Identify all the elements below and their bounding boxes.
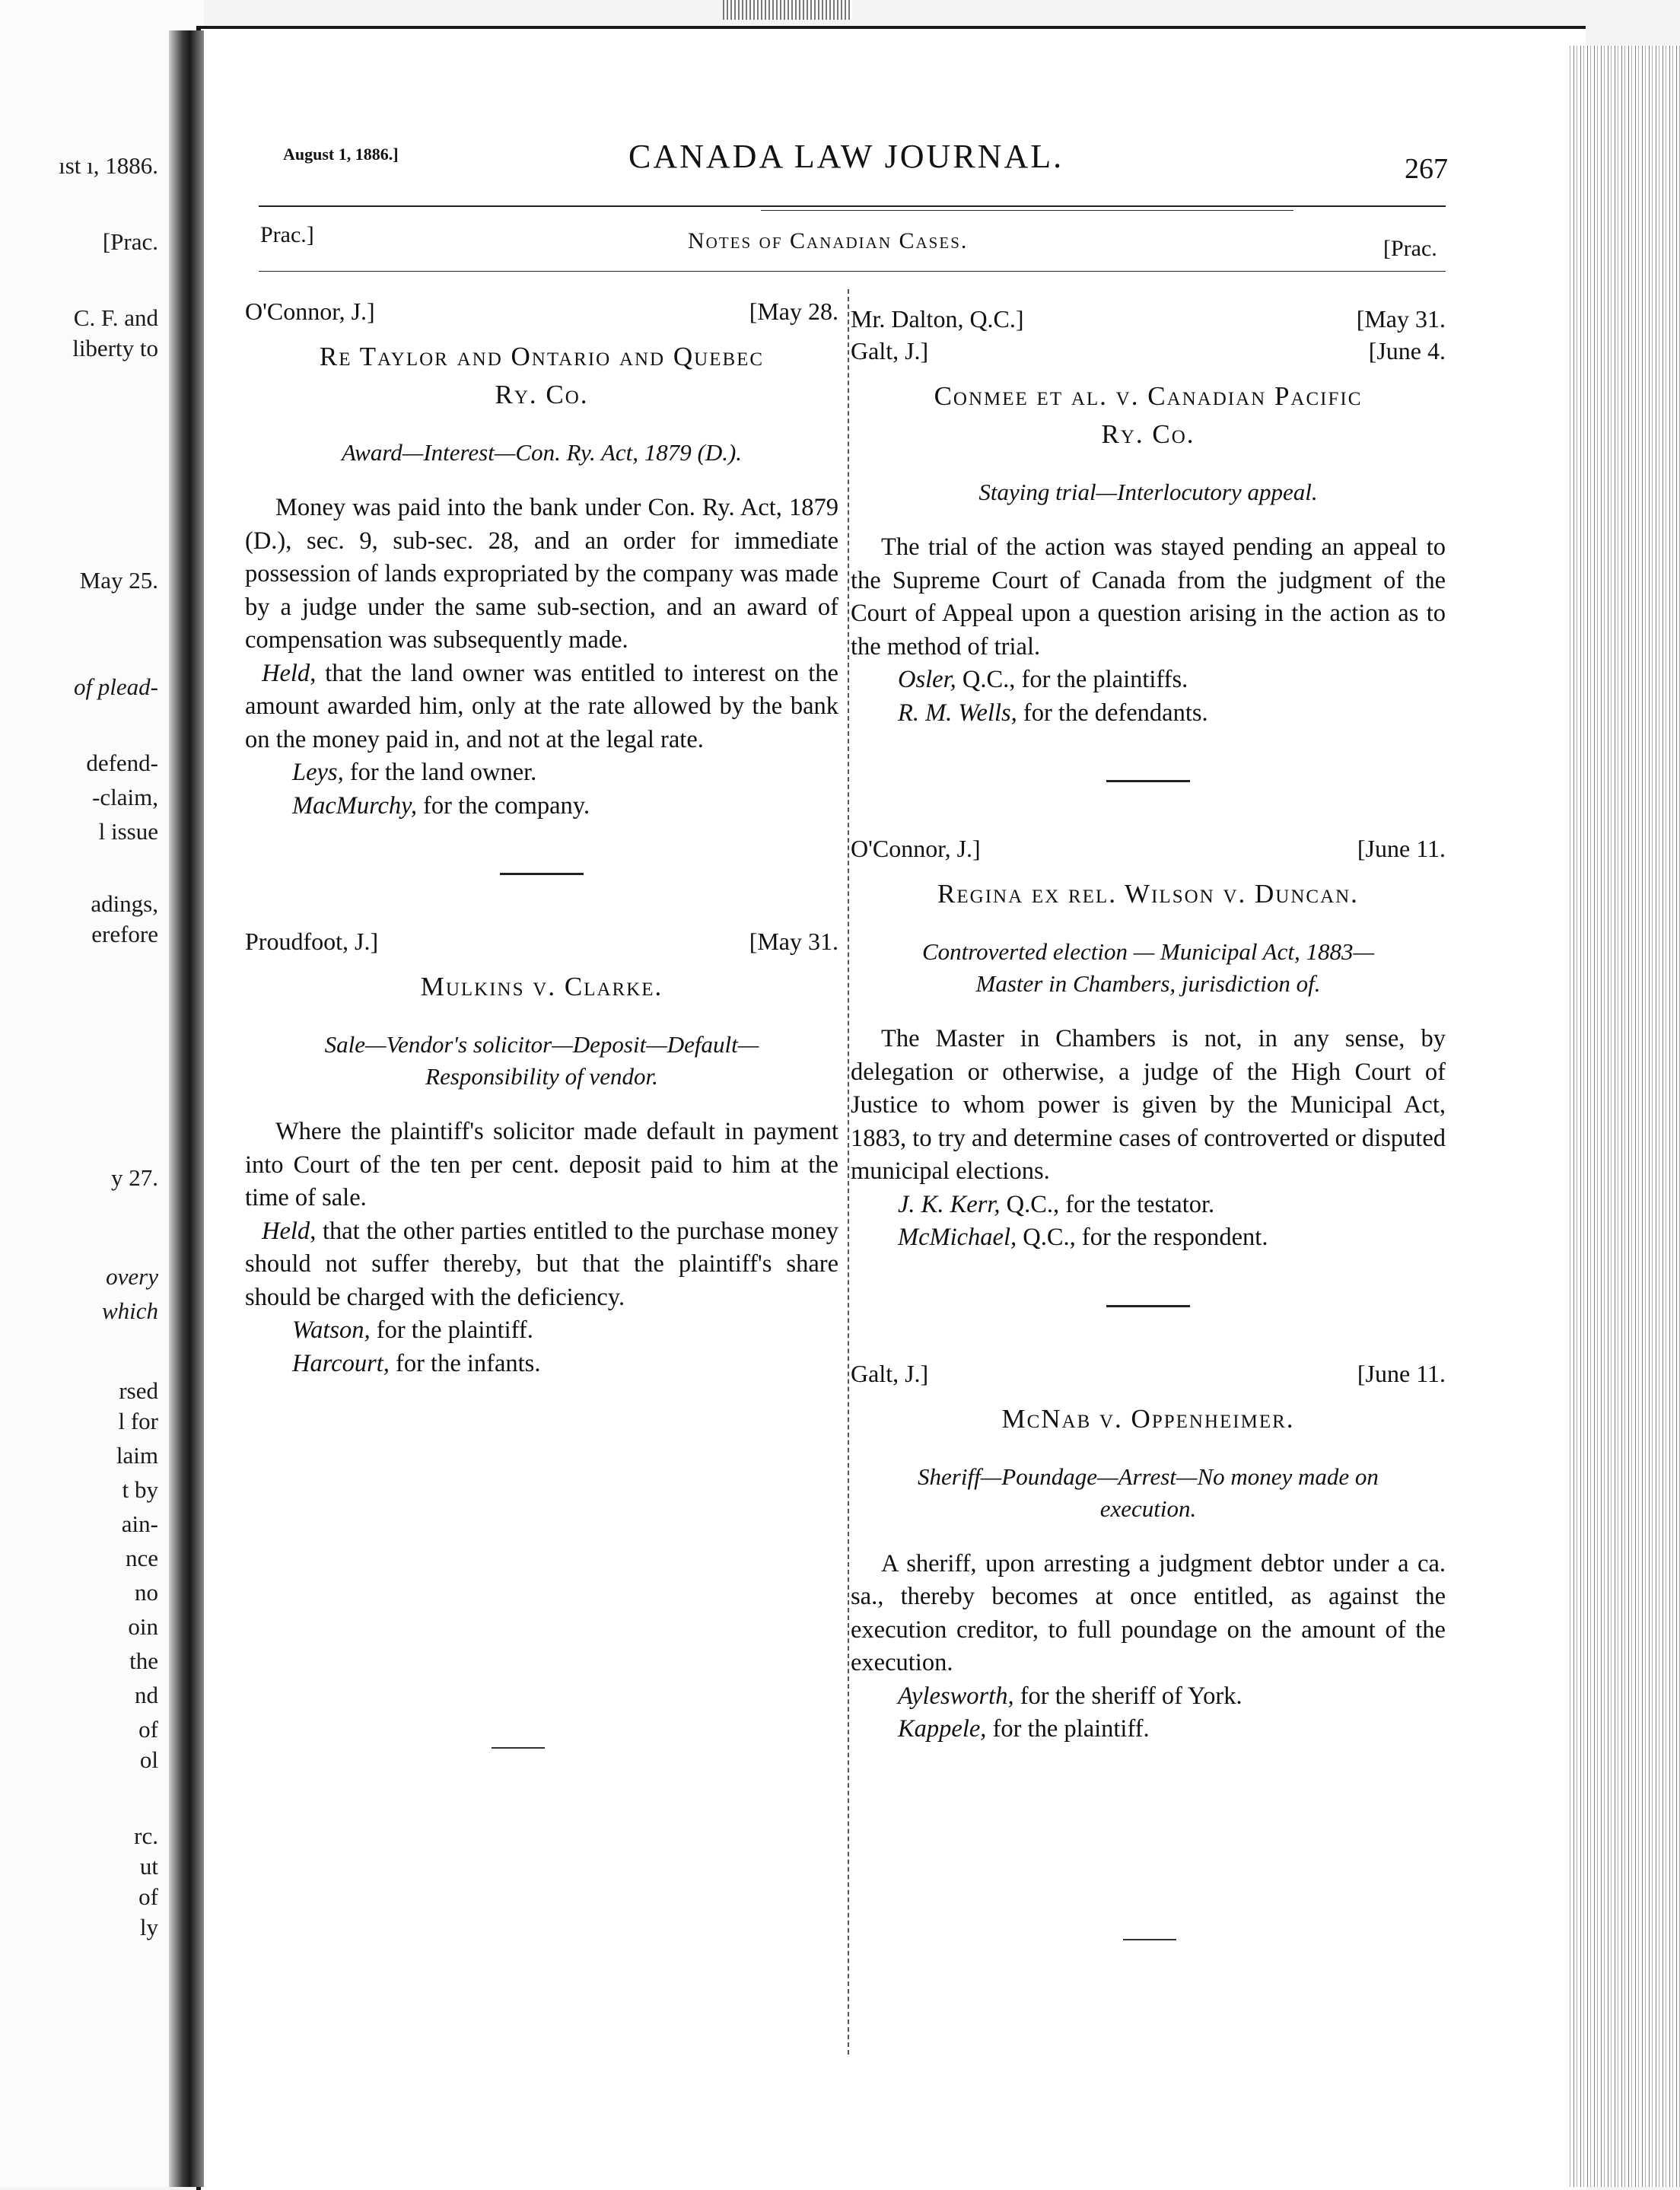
- counsel-line: [851, 1189, 1446, 1222]
- case-topic: [851, 476, 1446, 508]
- judge-line: [851, 335, 1446, 367]
- judge-line: [851, 1358, 1446, 1389]
- decision-date: [May 31.: [749, 928, 838, 955]
- previous-page-line: ly: [139, 1914, 158, 1940]
- case-title: [851, 377, 1446, 454]
- section-title: Notes of Canadian Cases.: [688, 228, 969, 253]
- previous-page-line: of plead-: [73, 673, 158, 700]
- case-paragraph: Held, that the land owner was entitled to interest on the amount awarded him, only at the rate allowed by the bank on the money paid in, and not at the legal rate.: [245, 659, 838, 753]
- case-paragraph: The Master in Chambers is not, in any sense, by delegation or otherwise, a judge of the High Court of Justice to whom power is given by the Municipal Act, 1883, to try and determine cases of controverted or disputed municipal elections.: [851, 1025, 1446, 1185]
- left-column: [245, 295, 838, 1380]
- scan-mark: [723, 0, 852, 20]
- counsel-line: [851, 697, 1446, 731]
- case-title-line: Mulkins v. Clarke.: [420, 972, 663, 1001]
- decision-date: [June 11.: [1357, 1359, 1446, 1387]
- case-body: [245, 1116, 838, 1380]
- page-edge-texture: [1567, 46, 1680, 2187]
- previous-page-line: laim: [116, 1442, 158, 1469]
- right-column: [851, 303, 1446, 1746]
- case-title: [245, 968, 838, 1006]
- judge-name: Galt, J.]: [851, 1359, 929, 1387]
- counsel-for: Q.C., for the testator.: [1000, 1190, 1215, 1218]
- previous-page-line: adings,: [91, 890, 158, 917]
- case-body: [851, 531, 1446, 730]
- counsel-for: for the land owner.: [343, 759, 537, 786]
- topic-line: Sheriff—Poundage—Arrest—No money made on: [918, 1463, 1379, 1490]
- judge-name: Proudfoot, J.]: [245, 928, 379, 955]
- judge-line: [851, 832, 1446, 864]
- journal-title: CANADA LAW JOURNAL.: [628, 138, 1064, 175]
- counsel-name: Watson,: [292, 1316, 371, 1344]
- counsel-line: [851, 1713, 1446, 1746]
- case-body: [851, 1023, 1446, 1255]
- counsel-line: [245, 790, 838, 823]
- case-separator: [1106, 780, 1190, 782]
- counsel-line: [851, 1680, 1446, 1714]
- case-title-line: Regina ex rel. Wilson v. Duncan.: [937, 879, 1359, 909]
- counsel-for: Q.C., for the plaintiffs.: [956, 666, 1188, 693]
- case-note: [245, 925, 838, 1380]
- counsel-line: [851, 664, 1446, 697]
- end-dash-left: [492, 1747, 545, 1749]
- section-left: Prac.]: [260, 222, 314, 247]
- previous-page-line: l for: [118, 1408, 158, 1434]
- page-number: 267: [1405, 153, 1448, 185]
- topic-line: Controverted election — Municipal Act, 1883—: [921, 938, 1375, 965]
- case-note: [851, 303, 1446, 730]
- decision-date: [June 4.: [1368, 337, 1446, 364]
- judge-line: [245, 925, 838, 957]
- previous-page-line: ain-: [121, 1510, 158, 1537]
- previous-page-line: nd: [135, 1682, 158, 1708]
- section-rule: [259, 271, 1446, 272]
- held-label: Held: [262, 1217, 310, 1245]
- judge-name: Mr. Dalton, Q.C.]: [851, 305, 1024, 333]
- decision-date: [June 11.: [1357, 835, 1446, 862]
- previous-page-line: C. F. and: [73, 304, 158, 331]
- counsel-for: for the company.: [416, 791, 590, 820]
- case-title-line: Conmee et al. v. Canadian Pacific: [934, 381, 1363, 411]
- case-paragraph: Held, that the other parties entitled to the purchase money should not suffer thereby, but that the plaintiff's share should be charged with the deficiency.: [245, 1217, 838, 1311]
- case-body: [245, 492, 838, 823]
- previous-page-line: rsed: [119, 1377, 158, 1404]
- counsel-name: Aylesworth,: [898, 1682, 1014, 1710]
- topic-line: Sale—Vendor's solicitor—Deposit—Default—: [324, 1031, 759, 1058]
- counsel-name: Harcourt,: [292, 1349, 390, 1377]
- case-paragraph: Where the plaintiff's solicitor made default in payment into Court of the ten per cent. deposit paid to him at the time of sale.: [245, 1118, 838, 1211]
- counsel-for: for the infants.: [389, 1349, 541, 1377]
- counsel-name: Leys,: [292, 759, 344, 786]
- topic-line: Master in Chambers, jurisdiction of.: [975, 970, 1321, 997]
- previous-page-line: defend-: [86, 750, 158, 776]
- counsel-name: R. M. Wells,: [898, 699, 1017, 727]
- counsel-for: for the plaintiff.: [370, 1316, 533, 1344]
- previous-page-line: erefore: [91, 921, 158, 947]
- previous-page-line: the: [129, 1647, 158, 1674]
- topic-line: execution.: [1099, 1494, 1197, 1522]
- previous-page-line: y 27.: [111, 1164, 158, 1191]
- case-paragraph: A sheriff, upon arresting a judgment debtor under a ca. sa., thereby becomes at once entitled, as against the execution creditor, to full poundage on the amount of the execution.: [851, 1549, 1446, 1676]
- decision-date: [May 28.: [749, 298, 838, 325]
- previous-page-line: rc.: [134, 1822, 158, 1849]
- counsel-line: [245, 1314, 838, 1348]
- previous-page-line: oin: [128, 1613, 158, 1640]
- counsel-for: for the sheriff of York.: [1013, 1682, 1242, 1710]
- previous-page-line: ol: [139, 1746, 158, 1773]
- book-spine: [169, 30, 204, 2187]
- judge-name: O'Connor, J.]: [851, 835, 981, 862]
- previous-page-line: t by: [122, 1476, 158, 1503]
- previous-page-line: overy: [106, 1263, 158, 1290]
- case-title-line: Ry. Co.: [1101, 419, 1195, 449]
- header-date: August 1, 1886.]: [283, 145, 399, 164]
- counsel-name: Osler,: [898, 666, 956, 693]
- case-topic: [851, 936, 1446, 1000]
- column-divider: [848, 289, 849, 2055]
- previous-page-line: of: [138, 1883, 158, 1910]
- previous-page-line: [Prac.: [102, 228, 158, 255]
- case-topic: [245, 1029, 838, 1093]
- case-body: [851, 1548, 1446, 1746]
- judge-line: [245, 295, 838, 327]
- previous-page-line: l issue: [98, 818, 158, 845]
- previous-page-line: ut: [139, 1853, 158, 1880]
- case-paragraph: Money was paid into the bank under Con. Ry. Act, 1879 (D.), sec. 9, sub-sec. 28, and an order for immediate possession of lands expropriated by the company was made by a judge under the same sub-section, and an award of compensation was subsequently made.: [245, 494, 838, 654]
- topic-line: Award—Interest—Con. Ry. Act, 1879 (D.).: [341, 439, 743, 466]
- counsel-line: [245, 756, 838, 790]
- previous-page-line: nce: [125, 1545, 158, 1571]
- topic-line: Staying trial—Interlocutory appeal.: [978, 479, 1318, 505]
- previous-page-line: May 25.: [79, 567, 158, 594]
- header-rule-2: [761, 210, 1293, 211]
- counsel-name: MacMurchy,: [292, 791, 417, 820]
- counsel-for: for the defendants.: [1017, 699, 1208, 727]
- case-note: [851, 1358, 1446, 1746]
- case-title: [245, 338, 838, 414]
- counsel-name: McMichael,: [898, 1224, 1017, 1251]
- counsel-line: [851, 1221, 1446, 1255]
- previous-page-line: ıst ı, 1886.: [59, 152, 158, 179]
- decision-date: [May 31.: [1356, 305, 1446, 333]
- case-paragraph: The trial of the action was stayed pending an appeal to the Supreme Court of Canada from the judgment of the Court of Appeal upon a question arising in the action as to the method of trial.: [851, 533, 1446, 661]
- case-title-line: Ry. Co.: [495, 380, 589, 409]
- judge-name: O'Connor, J.]: [245, 298, 375, 325]
- previous-page-line: no: [135, 1579, 158, 1606]
- previous-page-line: liberty to: [72, 335, 158, 361]
- case-title-line: Re Taylor and Ontario and Quebec: [319, 342, 765, 371]
- judge-line: [851, 303, 1446, 335]
- topic-line: Responsibility of vendor.: [425, 1063, 658, 1090]
- case-title-line: McNab v. Oppenheimer.: [1001, 1403, 1295, 1434]
- section-right: [Prac.: [1383, 236, 1437, 261]
- case-note: [851, 832, 1446, 1255]
- previous-page-line: -claim,: [92, 784, 158, 810]
- held-label: Held: [262, 659, 310, 687]
- case-separator: [1106, 1305, 1190, 1307]
- counsel-name: Kappele,: [898, 1715, 987, 1743]
- case-separator: [500, 873, 584, 875]
- case-title: [851, 1400, 1446, 1438]
- case-topic: [245, 437, 838, 469]
- previous-page-line: of: [138, 1716, 158, 1743]
- case-note: [245, 295, 838, 823]
- case-title: [851, 875, 1446, 913]
- previous-page-line: which: [101, 1297, 158, 1324]
- counsel-line: [245, 1348, 838, 1381]
- case-topic: [851, 1461, 1446, 1525]
- counsel-for: for the plaintiff.: [986, 1715, 1150, 1743]
- end-dash-right: [1123, 1939, 1176, 1940]
- counsel-name: J. K. Kerr,: [898, 1190, 1001, 1218]
- judge-name: Galt, J.]: [851, 337, 929, 364]
- header-rule: [259, 205, 1446, 207]
- counsel-for: Q.C., for the respondent.: [1017, 1224, 1268, 1251]
